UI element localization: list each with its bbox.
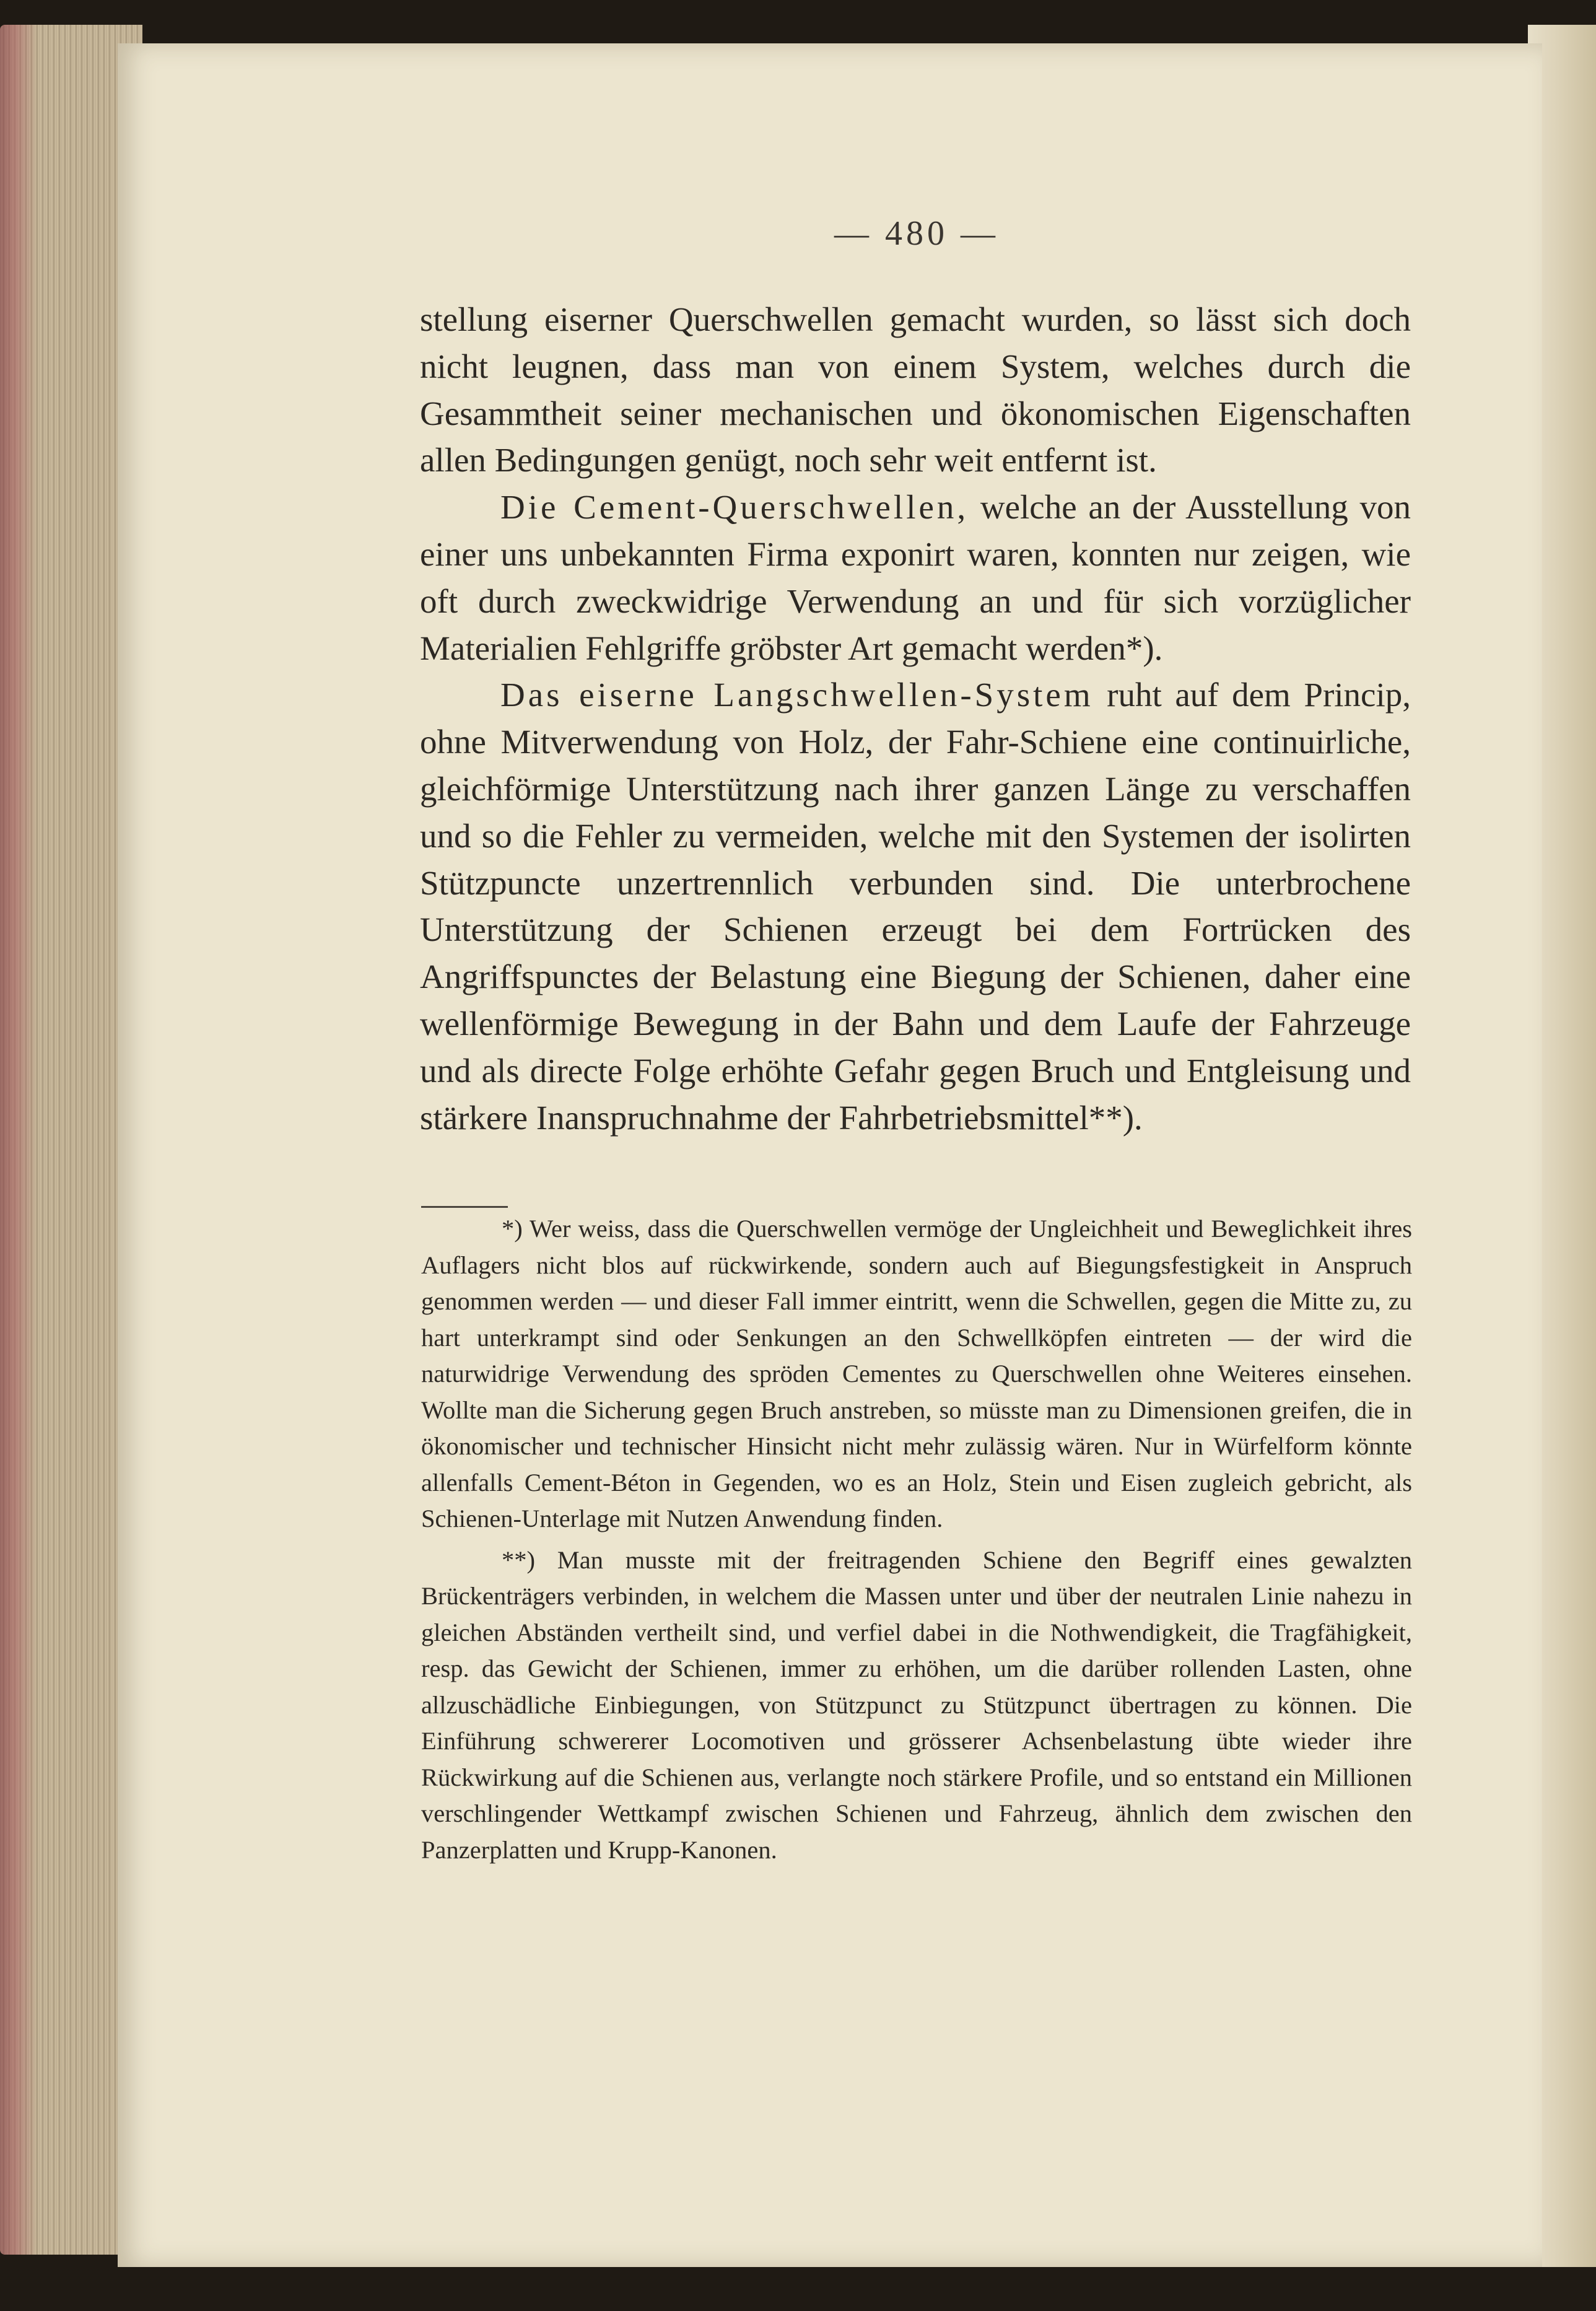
page-number: — 480 — [834,214,999,253]
paragraph-3-emphasis: Das eiserne Langschwellen-System [500,676,1094,714]
paragraph-3-text: ruht auf dem Princip, ohne Mitverwendung von Holz, der Fahr-Schiene eine continuirliche, gleichförmige Unterstützung nach ihrer ganzen Länge zu verschaffen und so die Fehler zu vermeiden, welche mit den Systemen der isolirten Stützpuncte unzertrennlich verbunden sind. Die unterbrochene Unterstützung der Schienen erzeugt bei dem Fortrücken des Angriffspunctes der Belastung eine Biegung der Schienen, daher eine wellenförmige Bewegung in der Bahn und dem Laufe der Fahrzeuge und als directe Folge erhöhte Gefahr gegen Bruch und Entgleisung und stärkere Inanspruchnahme der Fahrbetriebsmittel**). [420,676,1411,1137]
paragraph-2 [420,484,1411,671]
paragraph-3 [420,671,1411,1141]
footnotes [421,1211,1412,1873]
footnote-1: *) Wer weiss, dass die Querschwellen vermöge der Ungleichheit und Beweglichkeit ihres Auflagers nicht blos auf rückwirkende, sondern auch auf Biegungsfestigkeit in Anspruch genommen werden — und dieser Fall immer eintritt, wenn die Schwellen, gegen die Mitte zu, zu hart unterkrampt sind oder Senkungen an den Schwellköpfen eintreten — der wird die naturwidrige Verwendung des spröden Cementes zu Querschwellen ohne Weiteres einsehen. Wollte man die Sicherung gegen Bruch anstreben, so müsste man zu Dimensionen greifen, die in ökonomischer und technischer Hinsicht nicht mehr zulässig wären. Nur in Würfelform könnte allenfalls Cement-Béton in Gegenden, wo es an Holz, Stein und Eisen zugleich gebricht, als Schienen-Unterlage mit Nutzen Anwendung finden. [421,1215,1412,1532]
paragraph-2-text: welche an der Ausstellung von einer uns unbekannten Firma exponirt waren, konnten nur zeigen, wie oft durch zweckwidrige Verwendung an und für sich vorzüglicher Materialien Fehlgriffe gröbster Art gemacht werden*). [420,488,1411,667]
paragraph-1: stellung eiserner Querschwellen gemacht wurden, so lässt sich doch nicht leugnen, dass man von einem System, welches durch die Gesammtheit seiner mechanischen und ökonomischen Eigenschaften allen Bedingungen genügt, noch sehr weit entfernt ist. [420,300,1411,479]
main-text [420,296,1411,1141]
footnote-separator [421,1206,508,1208]
footnote-2: **) Man musste mit der freitragenden Schiene den Begriff eines gewalzten Brückenträgers verbinden, in welchem die Massen unter und über der neutralen Linie nahezu in gleichen Abständen vertheilt sind, und verfiel dabei in die Nothwendigkeit, die Tragfähigkeit, resp. das Gewicht der Schienen, immer zu erhöhen, um die darüber rollenden Lasten, ohne allzuschädliche Einbiegungen, von Stützpunct zu Stützpunct übertragen zu können. Die Einführung schwererer Locomotiven und grösserer Achsenbelastung übte wieder ihre Rückwirkung auf die Schienen aus, verlangte noch stärkere Profile, und so entstand ein Millionen verschlingender Wettkampf zwischen Schienen und Fahrzeug, ähnlich dem zwischen den Panzerplatten und Krupp-Kanonen. [421,1545,1412,1864]
paragraph-2-emphasis: Die Cement-Querschwellen, [500,488,969,526]
book-edge-marbling [0,25,37,2255]
